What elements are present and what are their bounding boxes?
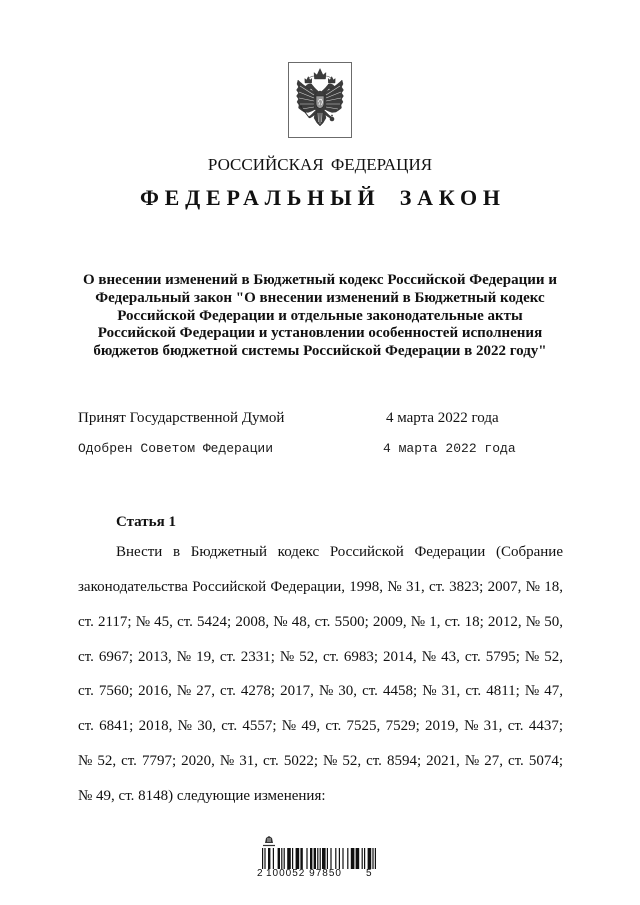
barcode-bar (327, 848, 328, 869)
article-text-line: ст. 2117; № 45, ст. 5424; 2008, № 48, ст. 5500; 2009, № 1, ст. 18; 2012, № 50, (78, 613, 563, 630)
barcode-bar (296, 848, 300, 869)
law-title (0, 272, 640, 361)
article-text-line: ст. 7560; 2016, № 27, ст. 4278; 2017, № 30, ст. 4458; № 31, ст. 4811; № 47, (78, 683, 563, 700)
barcode-bar (375, 848, 376, 869)
title-line: Российской Федерации и отдельные законодательные акты (117, 307, 523, 324)
barcode-digits: 100052 97850 (266, 868, 342, 879)
barcode-bar (342, 848, 343, 869)
article-text-line: № 52, ст. 7797; 2020, № 31, ст. 5022; № 52, ст. 8594; 2021, № 27, ст. 5074; (78, 753, 563, 770)
barcode-bar (278, 848, 280, 869)
barcode-bar (372, 848, 373, 869)
document-type: ФЕДЕРАЛЬНЫЙ ЗАКОН (139, 185, 506, 210)
barcode-bar (364, 848, 365, 869)
article-text-line: ст. 6841; 2018, № 30, ст. 4557; № 49, ст. 7525, 7529; 2019, № 31, ст. 4437; (78, 718, 563, 735)
barcode-bar (368, 848, 372, 869)
barcode-bar (356, 848, 360, 869)
barcode-digit-first: 2 (257, 868, 263, 879)
title-line: Федеральный закон "О внесении изменений в Бюджетный кодекс (95, 289, 545, 306)
barcode-bar (351, 848, 355, 869)
small-emblem-icon (262, 834, 276, 847)
article-text-line: законодательства Российской Федерации, 1998, № 31, ст. 3823; 2007, № 18, (78, 578, 563, 595)
approved-date: 4 марта 2022 года (383, 440, 516, 456)
barcode-bar (310, 848, 312, 869)
article-text (78, 535, 563, 814)
article-text-line: ст. 6967; 2013, № 19, ст. 2331; № 52, ст. 6983; 2014, № 43, ст. 5795; № 52, (78, 648, 563, 665)
barcode-bar (330, 848, 331, 869)
barcode-bar (320, 848, 321, 869)
eagle-shield (316, 96, 324, 109)
barcode-bar (306, 848, 307, 869)
title-line: О внесении изменений в Бюджетный кодекс Российской Федерации и (83, 272, 557, 288)
barcode-digit-last: 5 (366, 868, 372, 879)
country-name: РОССИЙСКАЯ ФЕДЕРАЦИЯ (207, 155, 433, 174)
barcode-bar (281, 848, 282, 869)
barcode-bar (262, 848, 263, 869)
barcode-bar (300, 848, 302, 869)
barcode-bar (362, 848, 363, 869)
barcode-bar (347, 848, 348, 869)
barcode-bar (317, 848, 318, 869)
article-heading: Статья 1 (116, 513, 176, 530)
coat-of-arms-icon (288, 62, 352, 138)
adopted-date: 4 марта 2022 года (386, 409, 499, 426)
title-line: бюджетов бюджетной системы Российской Федерации в 2022 году" (93, 343, 547, 359)
adopted-label: Принят Государственной Думой (78, 409, 285, 426)
title-line: Российской Федерации и установлении особенностей исполнения (97, 325, 543, 342)
barcode (262, 848, 376, 869)
approved-label: Одобрен Советом Федерации (78, 440, 274, 456)
barcode-bar (273, 848, 274, 869)
barcode-bar (287, 848, 291, 869)
article-text-line: № 49, ст. 8148) следующие изменения: (78, 787, 326, 804)
barcode-bar (284, 848, 285, 869)
barcode-bar (292, 848, 293, 869)
barcode-bar (268, 848, 270, 869)
article-text-line: Внести в Бюджетный кодекс Российской Федерации (Собрание (116, 544, 563, 560)
barcode-bar (314, 848, 316, 869)
barcode-bar (264, 848, 265, 869)
barcode-bar (322, 848, 326, 869)
barcode-bar (335, 848, 336, 869)
barcode-bar (339, 848, 340, 869)
